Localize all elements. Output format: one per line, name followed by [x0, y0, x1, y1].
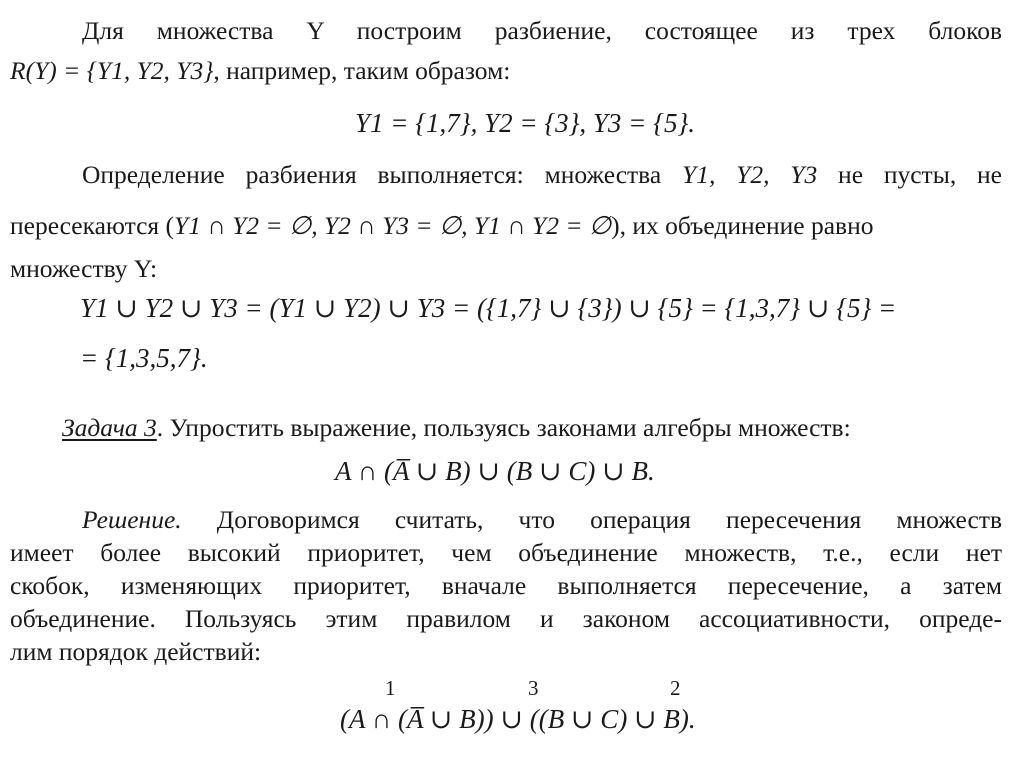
formula-1: Y1 = {1,7}, Y2 = {3}, Y3 = {5}. — [355, 108, 695, 138]
p2-line3: множеству Y: — [10, 254, 158, 283]
order-number-3: 3 — [528, 676, 539, 700]
formula-2-line1: Y1 ∪ Y2 ∪ Y3 = (Y1 ∪ Y2) ∪ Y3 = ({1,7} ∪ {3}) ∪ {5} = {1,3,7} ∪ {5} = — [80, 293, 897, 323]
solution-line4: объединение. Пользуясь этим правилом и законом ассоциативности, опреде- — [10, 604, 1002, 633]
formula-3: A ∩ (A̅ ∪ B) ∪ (B ∪ C) ∪ B. — [335, 456, 655, 486]
solution-label: Решение. — [82, 505, 182, 534]
p2-line1-math: Y1, Y2, Y3 — [682, 160, 818, 189]
order-number-1: 1 — [385, 676, 396, 700]
task-text: . Упростить выражение, пользуясь законами алгебры множеств: — [156, 413, 851, 442]
p1-line2-math: R(Y) = {Y1, Y2, Y3} — [10, 56, 214, 85]
task-3-line — [62, 415, 851, 441]
solution-line1: Решение. Договоримся считать, что операция пересечения множеств — [82, 505, 1002, 534]
p1-line2 — [10, 58, 510, 84]
p2-line1: Определение разбиения выполняется: множества Y1, Y2, Y3 не пусты, не — [82, 160, 1002, 189]
order-number-2: 2 — [670, 676, 681, 700]
formula-2-line2: = {1,3,5,7}. — [80, 343, 208, 373]
p1-line2-text: , например, таким образом: — [213, 56, 511, 85]
task-label: Задача 3 — [62, 413, 157, 442]
formula-4: (A ∩ (A̅ ∪ B)) ∪ ((B ∪ C) ∪ B). — [340, 704, 696, 734]
p2-line2: пересекаются (Y1 ∩ Y2 = ∅, Y2 ∩ Y3 = ∅, Y1 ∩ Y2 = ∅), их объединение равно — [10, 211, 874, 240]
solution-line3: скобок, изменяющих приоритет, вначале выполняется пересечение, а затем — [10, 571, 1002, 600]
p2-line2-math: Y1 ∩ Y2 = ∅, Y2 ∩ Y3 = ∅, Y1 ∩ Y2 = ∅ — [174, 211, 612, 240]
solution-line5: лим порядок действий: — [10, 637, 262, 666]
solution-line2: имеет более высокий приоритет, чем объединение множеств, т.е., если нет — [10, 538, 1002, 567]
p1-line1: Для множества Y построим разбиение, состоящее из трех блоков — [82, 16, 1002, 45]
